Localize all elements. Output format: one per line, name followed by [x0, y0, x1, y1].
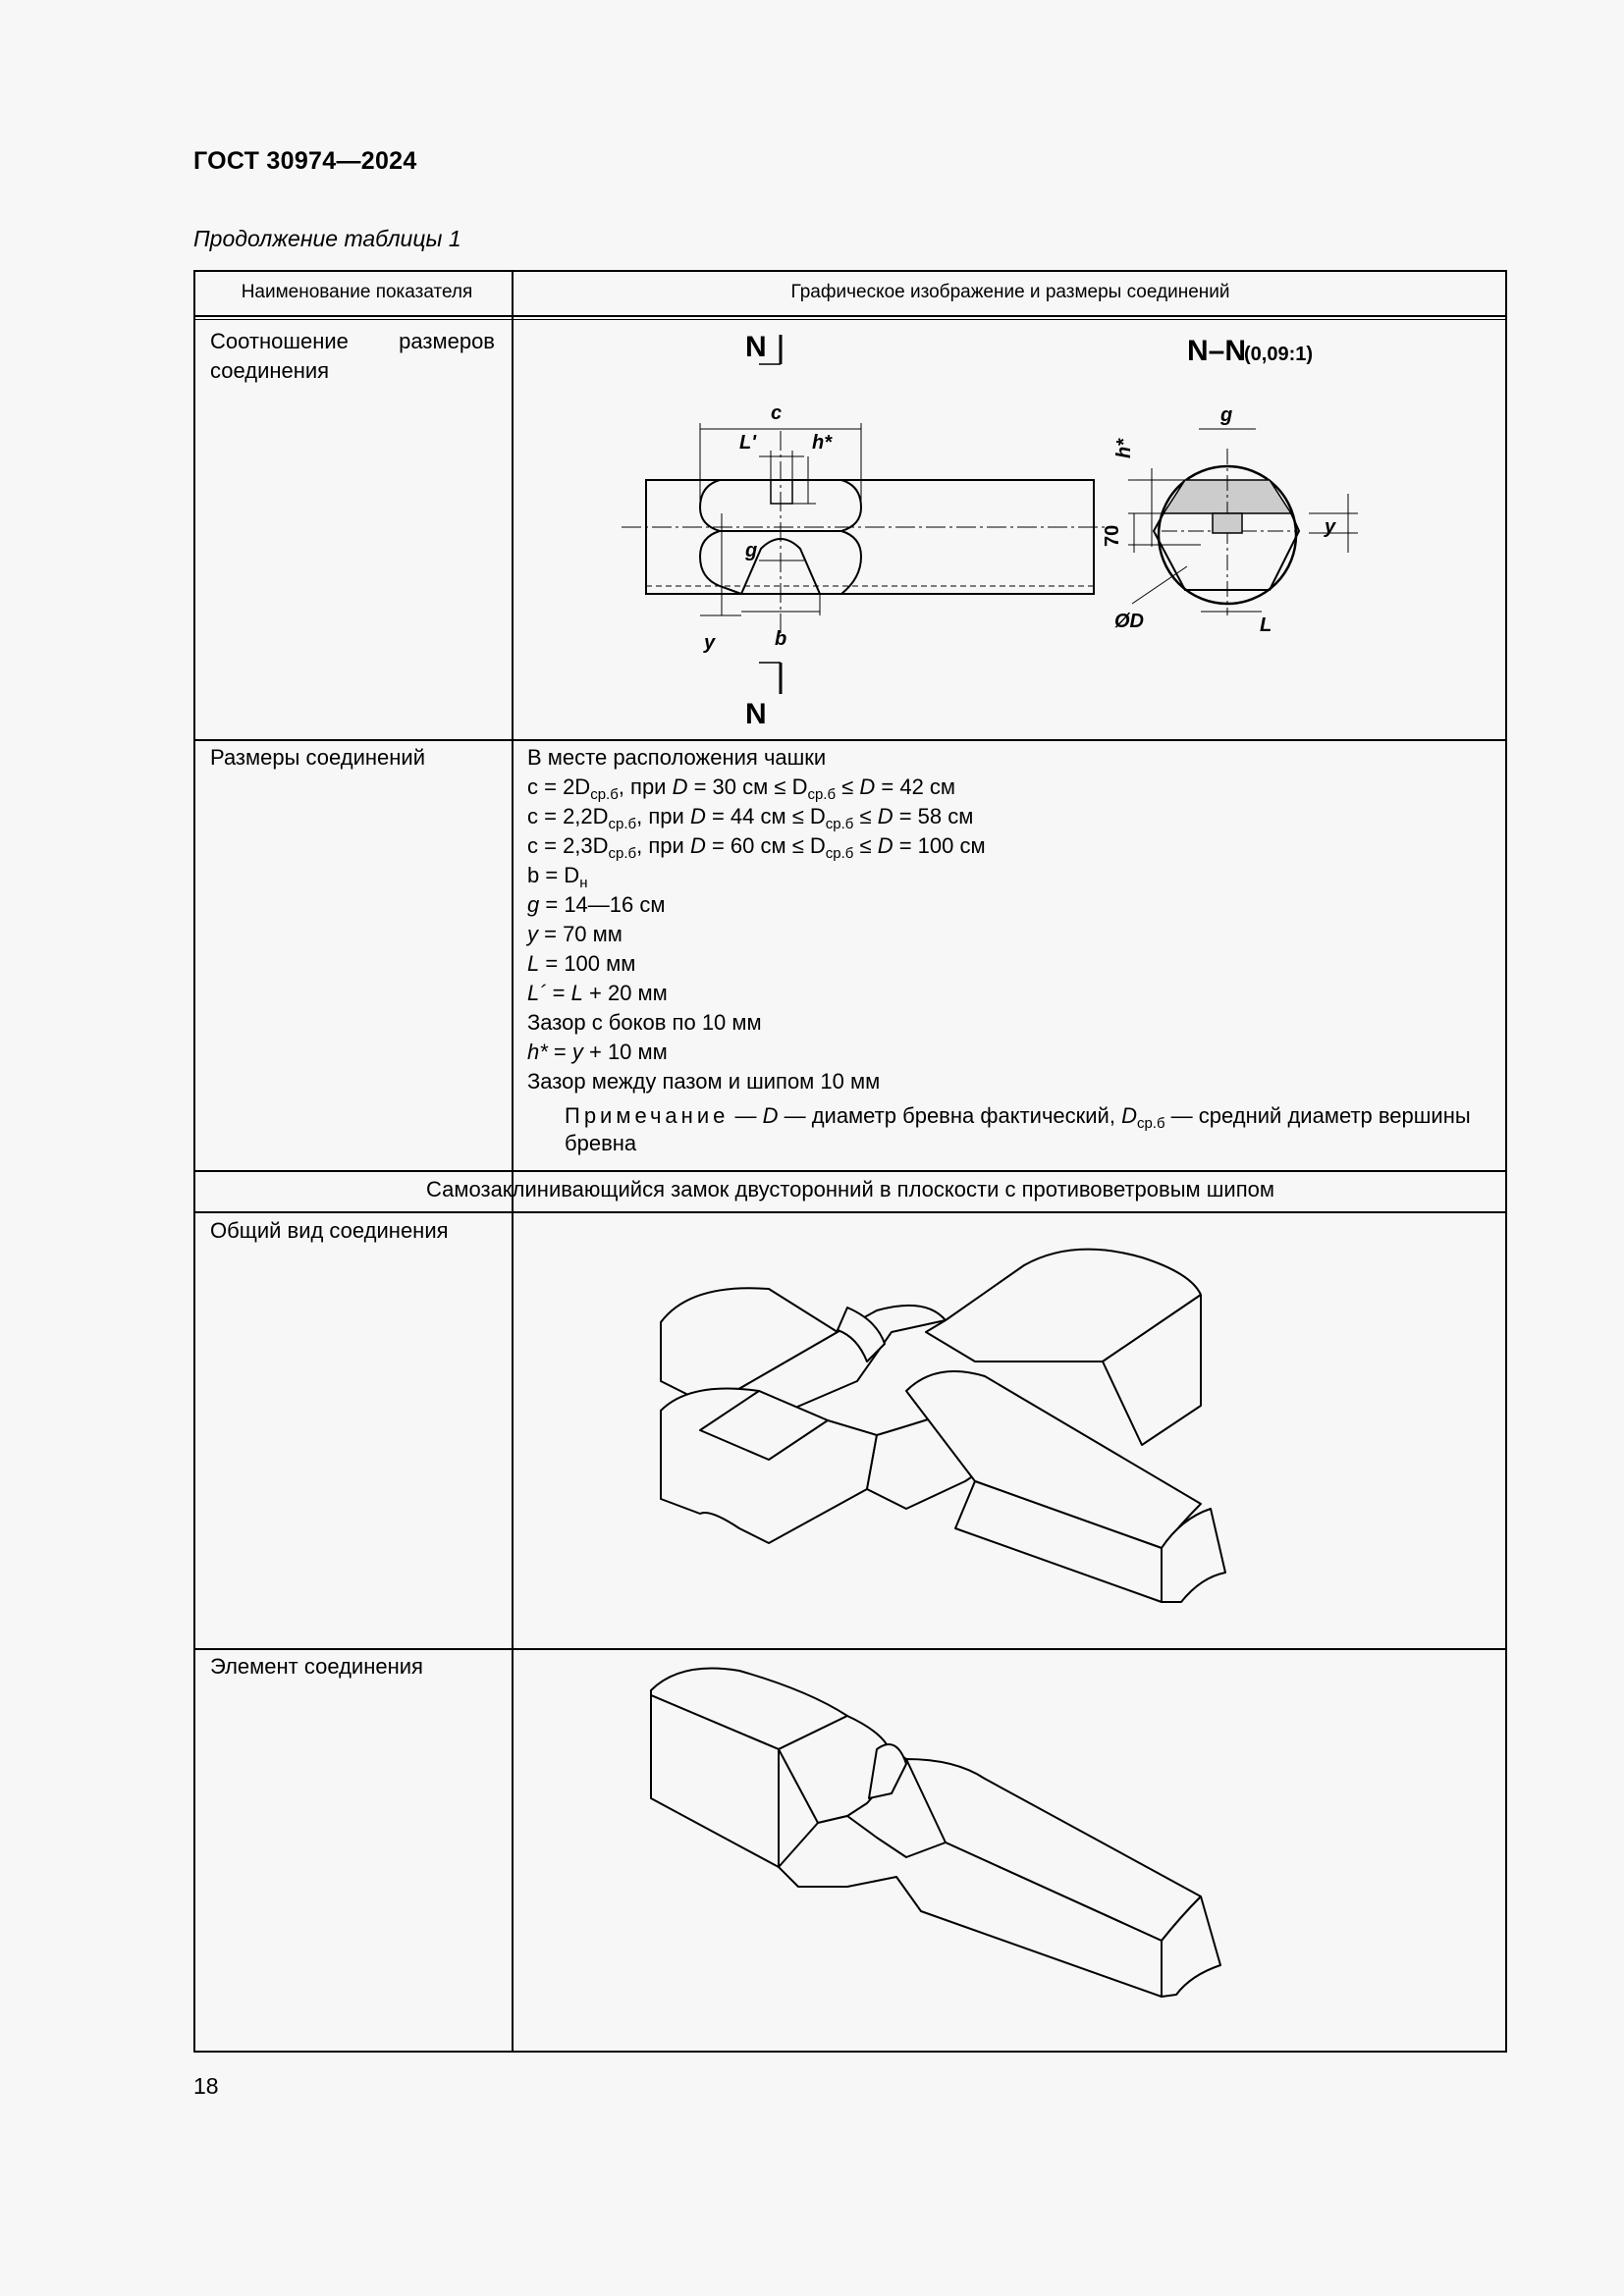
txt: = 100 см — [893, 833, 986, 858]
element-illustration — [514, 1651, 1505, 2054]
var: D — [859, 774, 876, 799]
dim-label-g: g — [745, 540, 758, 561]
note-label: Примечание — [565, 1103, 730, 1128]
header-row-divider-inner — [195, 319, 1505, 320]
section-title: N–N — [1187, 335, 1247, 367]
column-header-name: Наименование показателя — [241, 282, 473, 302]
row-label-element: Элемент соединения — [210, 1654, 423, 1679]
row-label-general: Общий вид соединения — [210, 1218, 449, 1243]
joint-technical-drawing — [514, 321, 1505, 737]
section-tenon — [1213, 513, 1242, 533]
var: D — [877, 833, 893, 858]
txt: = — [547, 1040, 572, 1064]
sizes-line-gap-tenon: Зазор между пазом и шипом 10 мм — [527, 1069, 881, 1094]
row-label-sizes: Размеры соединений — [210, 745, 426, 770]
var: D — [689, 804, 706, 828]
header-row-divider — [195, 315, 1505, 317]
sub: ср.б — [608, 816, 637, 832]
var: D — [1121, 1103, 1137, 1128]
txt: — — [729, 1103, 763, 1128]
section-label-l: L — [1260, 614, 1272, 636]
section-scale: (0,09:1) — [1244, 344, 1314, 365]
sizes-line-c1 — [527, 773, 1507, 802]
txt: = 60 см ≤ D — [705, 833, 826, 858]
section-label-hstar: h* — [1113, 439, 1135, 458]
sizes-line-g — [527, 890, 1507, 920]
txt: , при — [618, 774, 673, 799]
dim-label-b: b — [775, 628, 787, 650]
sizes-line-intro: В месте расположения чашки — [527, 745, 827, 770]
txt: , при — [636, 833, 690, 858]
dim-label-y: y — [704, 632, 716, 654]
sub: ср.б — [825, 816, 854, 832]
txt: = 70 мм — [538, 922, 623, 946]
txt: = — [546, 981, 571, 1005]
var: g — [527, 892, 540, 917]
sizes-line-y — [527, 920, 1507, 949]
sizes-block — [527, 743, 1507, 1157]
general-view-illustration — [514, 1214, 1505, 1646]
txt: c = 2,3D — [527, 833, 609, 858]
txt: = 44 см ≤ D — [705, 804, 826, 828]
section-mark-label-bottom: N — [745, 698, 767, 730]
var: D — [689, 833, 706, 858]
txt: ≤ — [853, 804, 878, 828]
txt: + 20 мм — [582, 981, 668, 1005]
sub: ср.б — [825, 845, 854, 862]
txt: = 14—16 см — [539, 892, 666, 917]
var: y — [571, 1040, 583, 1064]
log-outline — [646, 480, 1094, 594]
sizes-line-lprime — [527, 979, 1507, 1008]
row-divider — [195, 739, 1505, 741]
row-divider — [195, 1648, 1505, 1650]
var: L´ — [527, 981, 547, 1005]
section-label-g: g — [1220, 404, 1233, 426]
sub: ср.б — [590, 786, 619, 803]
document-header: ГОСТ 30974—2024 — [193, 147, 417, 175]
groove — [771, 480, 792, 504]
sizes-line-gap-sides: Зазор с боков по 10 мм — [527, 1010, 762, 1035]
txt: = 58 см — [893, 804, 974, 828]
txt: ≤ — [836, 774, 860, 799]
var: L — [527, 951, 540, 976]
txt: — диаметр бревна фактический, — [778, 1103, 1122, 1128]
var: h* — [527, 1040, 548, 1064]
sizes-line-l — [527, 949, 1507, 979]
section-mark-label-top: N — [745, 331, 767, 363]
var: L — [570, 981, 583, 1005]
sizes-note — [527, 1102, 1507, 1157]
dim-label-hstar: h* — [812, 432, 832, 454]
row-divider — [195, 1211, 1505, 1213]
var: D — [762, 1103, 779, 1128]
sizes-line-hstar — [527, 1038, 1507, 1067]
section-title-row: Самозаклинивающийся замок двусторонний в плоскости с противоветровым шипом — [426, 1177, 1274, 1201]
var: D — [672, 774, 688, 799]
page-number: 18 — [193, 2073, 219, 2099]
sizes-line-c2 — [527, 802, 1507, 831]
txt: ≤ — [853, 833, 878, 858]
column-header-graphic: Графическое изображение и размеры соединений — [790, 282, 1230, 302]
txt: = 100 мм — [539, 951, 636, 976]
main-table — [193, 270, 1507, 2053]
sub: ср.б — [608, 845, 637, 862]
dim-label-c: c — [771, 402, 783, 424]
txt: c = 2D — [527, 774, 591, 799]
sizes-line-b — [527, 861, 1507, 890]
section-label-d: ØD — [1114, 611, 1144, 632]
sub: ср.б — [1136, 1115, 1165, 1132]
var: y — [527, 922, 538, 946]
section-label-y: y — [1325, 516, 1336, 538]
txt: = 30 см ≤ D — [687, 774, 808, 799]
txt: c = 2,2D — [527, 804, 609, 828]
sizes-line-c3 — [527, 831, 1507, 861]
txt: , при — [636, 804, 690, 828]
txt: + 10 мм — [582, 1040, 668, 1064]
var: D — [877, 804, 893, 828]
dim-label-lprime: L' — [739, 432, 756, 454]
row-label-ratio: Соотношение размеров соединения — [210, 329, 495, 383]
txt: = 42 см — [875, 774, 956, 799]
sub: н — [579, 875, 588, 891]
table-caption: Продолжение таблицы 1 — [193, 226, 461, 251]
sub: ср.б — [807, 786, 837, 803]
section-label-70: 70 — [1102, 524, 1123, 547]
txt: b = D — [527, 863, 580, 887]
txt: — средний диаметр вершины бревна — [565, 1103, 1471, 1155]
row-divider — [195, 1170, 1505, 1172]
